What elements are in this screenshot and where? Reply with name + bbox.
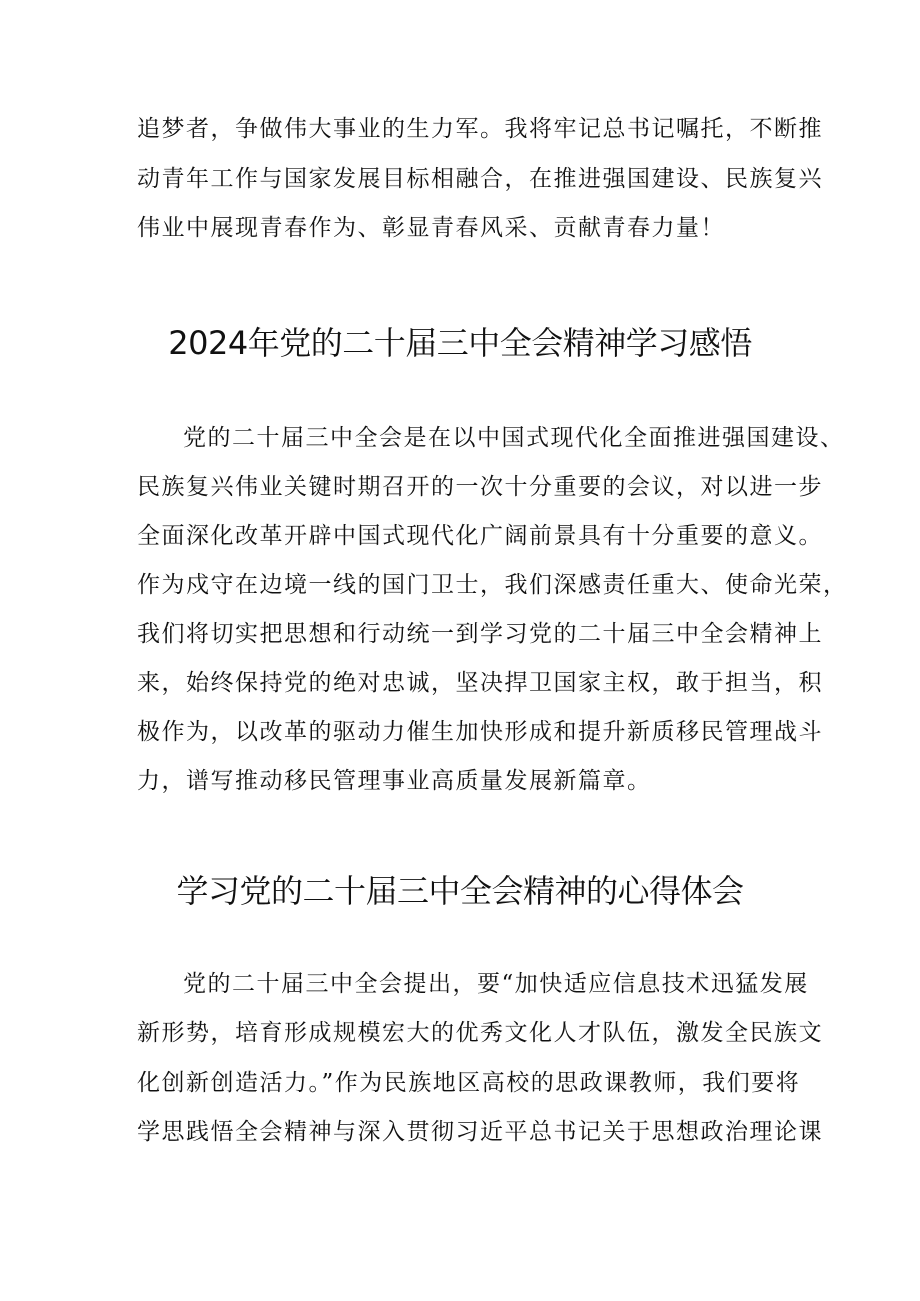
paragraph-line: 追梦者，争做伟大事业的生力军。我将牢记总书记嘱托，不断推 [137, 116, 823, 142]
paragraph-line: 全面深化改革开辟中国式现代化广阔前景具有十分重要的意义。 [137, 523, 823, 549]
paragraph-line: 力，谱写推动移民管理事业高质量发展新篇章。 [137, 768, 652, 794]
paragraph-line: 来，始终保持党的绝对忠诚，坚决捍卫国家主权，敢于担当，积 [137, 670, 823, 696]
paragraph-line: 我们将切实把思想和行动统一到学习党的二十届三中全会精神上 [137, 621, 823, 647]
paragraph-line: 伟业中展现青春作为、彰显青春风采、贡献青春力量！ [137, 215, 725, 241]
paragraph-line: 作为戍守在边境一线的国门卫士，我们深感责任重大、使命光荣， [137, 572, 848, 598]
paragraph-line: 动青年工作与国家发展目标相融合，在推进强国建设、民族复兴 [137, 166, 823, 192]
paragraph-line: 党的二十届三中全会提出，要“加快适应信息技术迅猛发展 [183, 971, 809, 997]
paragraph-line: 新形势，培育形成规模宏大的优秀文化人才队伍，激发全民族文 [137, 1020, 823, 1046]
paragraph-line: 民族复兴伟业关键时期召开的一次十分重要的会议，对以进一步 [137, 474, 823, 500]
paragraph-line: 极作为，以改革的驱动力催生加快形成和提升新质移民管理战斗 [137, 719, 823, 745]
paragraph-line: 党的二十届三中全会是在以中国式现代化全面推进强国建设、 [183, 425, 845, 451]
paragraph-line: 化创新创造活力。”作为民族地区高校的思政课教师，我们要将 [137, 1070, 801, 1096]
section-heading: 学习党的二十届三中全会精神的心得体会 [176, 872, 744, 910]
paragraph-line: 学思践悟全会精神与深入贯彻习近平总书记关于思想政治理论课 [137, 1119, 823, 1145]
section-heading: 2024年党的二十届三中全会精神学习感悟 [168, 324, 752, 362]
